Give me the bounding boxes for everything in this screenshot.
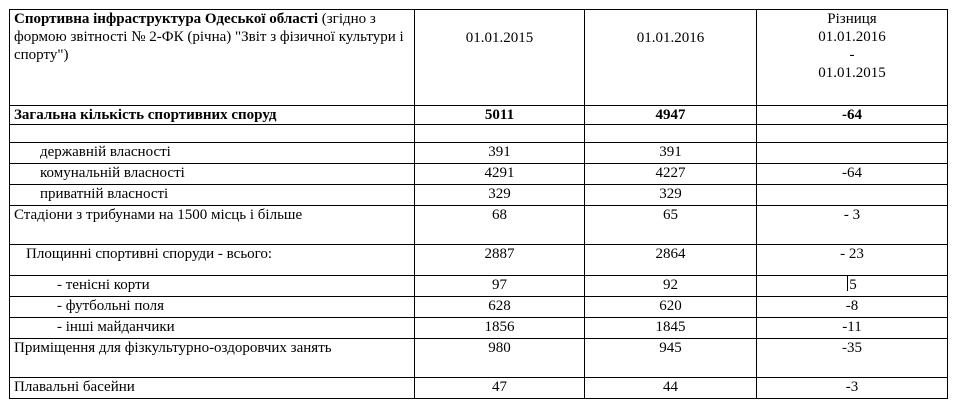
row-value-2016: 4227: [585, 164, 757, 185]
header-diff-line3: -: [849, 47, 855, 63]
row-diff: - 23: [757, 245, 948, 276]
row-label: Площинні спортивні споруди - всього:: [10, 245, 415, 276]
table-row-total: [10, 106, 948, 125]
header-col-2016: 01.01.2016: [585, 10, 757, 106]
table-row: [10, 185, 948, 206]
table-row: [10, 245, 948, 276]
row-diff: - 3: [757, 206, 948, 245]
header-diff-line4: 01.01.2015: [818, 65, 886, 81]
row-value-2015: 628: [415, 297, 585, 318]
table-row-spacer: [10, 125, 948, 143]
table-row: [10, 276, 948, 297]
row-diff: 5: [849, 277, 857, 293]
row-value-2016: 92: [585, 276, 757, 297]
header-row: [10, 10, 948, 106]
row-label: Приміщення для фізкультурно-оздоровчих занять: [10, 339, 415, 378]
row-label: Загальна кількість спортивних споруд: [10, 106, 415, 125]
table-row: [10, 339, 948, 378]
row-value-2016: 620: [585, 297, 757, 318]
row-diff: -11: [757, 318, 948, 339]
row-value-2015: 1856: [415, 318, 585, 339]
header-diff-line1: Різниця: [827, 11, 877, 27]
row-label: комунальній власності: [10, 164, 415, 185]
row-label: - тенісні корти: [10, 276, 415, 297]
header-diff-cell: [757, 10, 948, 106]
row-label: приватній власності: [10, 185, 415, 206]
row-diff: [757, 143, 948, 164]
row-value-2016: 4947: [585, 106, 757, 125]
row-value-2016: 945: [585, 339, 757, 378]
row-diff: -3: [757, 378, 948, 399]
table-row: [10, 318, 948, 339]
infrastructure-table: [9, 9, 948, 399]
row-value-2016: 329: [585, 185, 757, 206]
table-row: [10, 164, 948, 185]
table-row: [10, 143, 948, 164]
row-value-2015: 68: [415, 206, 585, 245]
row-value-2015: 980: [415, 339, 585, 378]
header-title-bold: Спортивна інфраструктура Одеської області: [14, 11, 318, 27]
header-col-2015: 01.01.2015: [415, 10, 585, 106]
row-diff: [757, 185, 948, 206]
row-diff: -64: [757, 106, 948, 125]
table-row: [10, 297, 948, 318]
row-value-2016: 65: [585, 206, 757, 245]
row-value-2015: 2887: [415, 245, 585, 276]
row-value-2015: 97: [415, 276, 585, 297]
row-value-2016: 391: [585, 143, 757, 164]
row-value-2016: 2864: [585, 245, 757, 276]
row-label: Плавальні басейни: [10, 378, 415, 399]
row-value-2015: 329: [415, 185, 585, 206]
row-value-2015: 4291: [415, 164, 585, 185]
table-row: [10, 206, 948, 245]
row-diff-cell: [757, 276, 948, 297]
row-label: Стадіони з трибунами на 1500 місць і більше: [10, 206, 415, 245]
table-row: [10, 378, 948, 399]
row-label: - інші майданчики: [10, 318, 415, 339]
row-label: державній власності: [10, 143, 415, 164]
row-label: - футбольні поля: [10, 297, 415, 318]
row-value-2015: 391: [415, 143, 585, 164]
row-diff: -35: [757, 339, 948, 378]
header-diff-line2: 01.01.2016: [818, 29, 886, 45]
row-diff: -64: [757, 164, 948, 185]
infrastructure-table-wrapper: [9, 9, 948, 399]
row-value-2016: 1845: [585, 318, 757, 339]
row-value-2015: 47: [415, 378, 585, 399]
header-title-cell: [10, 10, 415, 106]
header-title-rest: (згідно з формою звітності № 2-ФК (річна) "Звіт з фізичної культури і спорту"): [14, 11, 404, 63]
row-value-2015: 5011: [415, 106, 585, 125]
row-value-2016: 44: [585, 378, 757, 399]
row-diff: -8: [757, 297, 948, 318]
